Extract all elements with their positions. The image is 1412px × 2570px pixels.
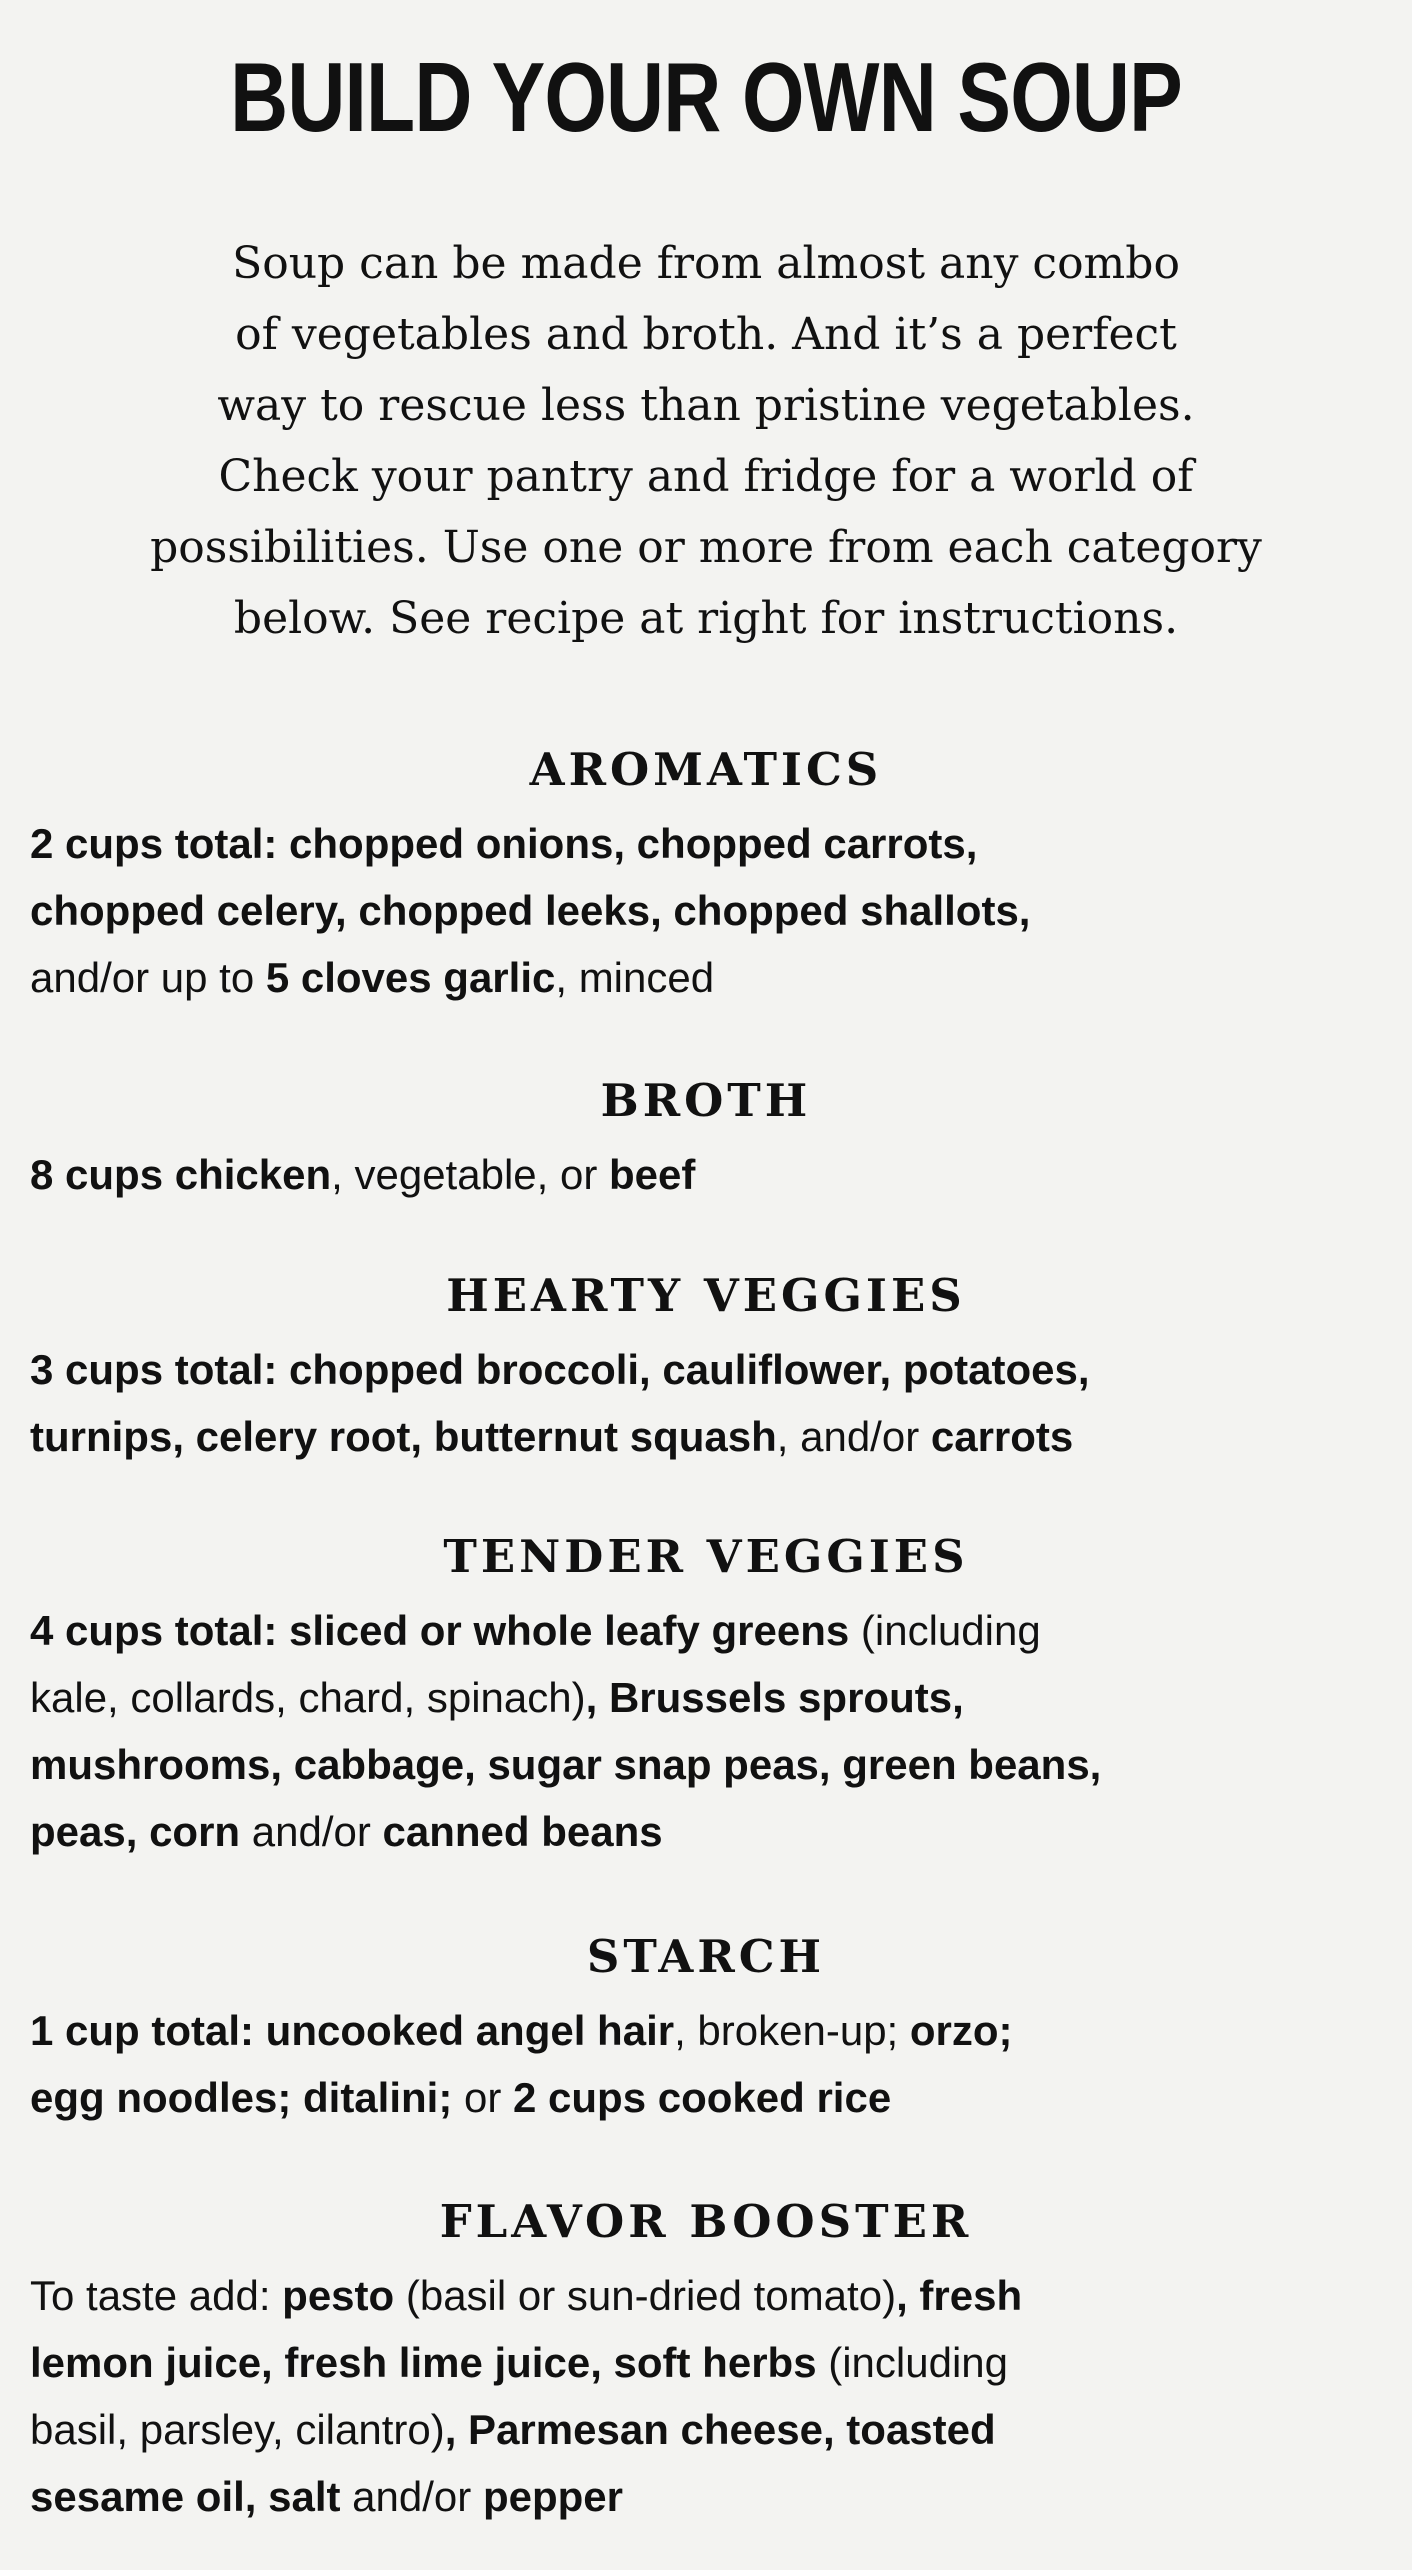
section-body [0, 810, 1412, 1011]
body-line: 8 cups chicken, vegetable, or beef [30, 1151, 696, 1198]
section-heading: BROTH [600, 1074, 812, 1127]
intro-line: Check your pantry and fridge for a world of [218, 451, 1194, 502]
body-line: basil, parsley, cilantro), Parmesan cheese, toasted [30, 2406, 996, 2453]
section-heading: STARCH [586, 1930, 826, 1983]
page-title: BUILD YOUR OWN SOUP [230, 42, 1182, 152]
section-aromatics [0, 740, 1412, 1011]
section-flavor-booster [0, 2192, 1412, 2530]
body-line: lemon juice, fresh lime juice, soft herbs (including [30, 2339, 1009, 2386]
intro-line: of vegetables and broth. And it’s a perfect [235, 309, 1177, 360]
section-body [0, 1141, 1412, 1208]
section-body [0, 1997, 1412, 2131]
section-broth [0, 1071, 1412, 1208]
body-line: mushrooms, cabbage, sugar snap peas, green beans, [30, 1741, 1102, 1788]
body-line: chopped celery, chopped leeks, chopped shallots, [30, 887, 1031, 934]
body-line: sesame oil, salt and/or pepper [30, 2473, 623, 2520]
section-body [0, 1336, 1412, 1470]
body-line: 4 cups total: sliced or whole leafy greens (including [30, 1607, 1041, 1654]
section-heading: HEARTY VEGGIES [446, 1269, 966, 1322]
intro-line: Soup can be made from almost any combo [232, 238, 1180, 289]
section-heading: AROMATICS [529, 743, 883, 796]
intro-line: way to rescue less than pristine vegetables. [217, 380, 1195, 431]
intro-line: possibilities. Use one or more from each category [150, 522, 1262, 573]
body-line: To taste add: pesto (basil or sun-dried tomato), fresh [30, 2272, 1023, 2319]
section-hearty-veggies [0, 1266, 1412, 1470]
body-line: 1 cup total: uncooked angel hair, broken-up; orzo; [30, 2007, 1013, 2054]
intro-paragraph [60, 228, 1352, 654]
section-body [0, 2262, 1412, 2530]
section-heading: TENDER VEGGIES [443, 1530, 969, 1583]
section-body [0, 1597, 1412, 1865]
body-line: 2 cups total: chopped onions, chopped carrots, [30, 820, 978, 867]
body-line: turnips, celery root, butternut squash, and/or carrots [30, 1413, 1074, 1460]
body-line: egg noodles; ditalini; or 2 cups cooked rice [30, 2074, 892, 2121]
body-line: kale, collards, chard, spinach), Brussels sprouts, [30, 1674, 964, 1721]
body-line: 3 cups total: chopped broccoli, cauliflower, potatoes, [30, 1346, 1090, 1393]
intro-line: below. See recipe at right for instructions. [233, 593, 1179, 644]
body-line: peas, corn and/or canned beans [30, 1808, 663, 1855]
body-line: and/or up to 5 cloves garlic, minced [30, 954, 715, 1001]
section-starch [0, 1927, 1412, 2131]
section-tender-veggies [0, 1527, 1412, 1865]
section-heading: FLAVOR BOOSTER [439, 2195, 973, 2248]
